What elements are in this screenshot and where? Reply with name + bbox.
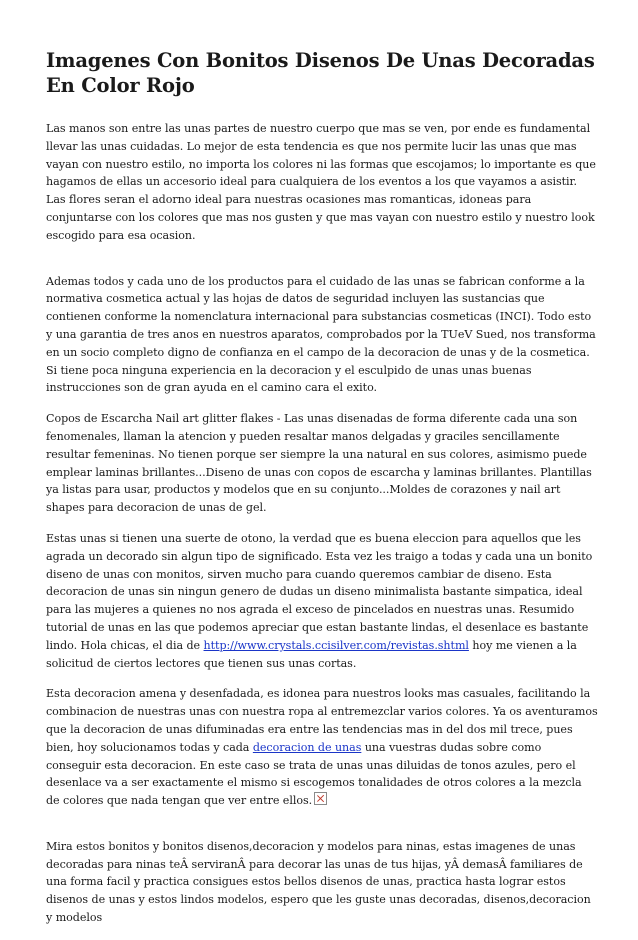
paragraph-5 — [46, 685, 598, 810]
broken-image-icon — [314, 792, 327, 805]
crystals-link[interactable]: http://www.crystals.ccisilver.com/revistas.shtml — [203, 638, 469, 652]
paragraph-6: Mira estos bonitos y bonitos disenos,decoracion y modelos para ninas, estas imagenes de unas decoradas para ninas teÂ serviranÂ para decorar las unas de tus hijas, yÂ demasÂ familiares de una forma facil y practica consigues estos bellos disenos de unas, practica hasta lograr estos disenos de unas y estos lindos modelos, espero que les guste unas decoradas, disenos,decoracion y modelos — [46, 839, 591, 925]
paragraph-4-text-a: Estas unas si tienen una suerte de otono, la verdad que es buena eleccion para aquellos que les agrada un decorado sin algun tipo de significado. Esta vez les traigo a todas y cada una un bonito diseno de unas con monitos, sirven mucho para cuando queremos cambiar de diseno. Esta decoracion de unas sin ningun genero de dudas un diseno minimalista bastante simpatica, ideal para las mujeres a quienes no nos agrada el exceso de pincelados en nuestras unas. Resumido tutorial de unas en las que podemos apreciar que estan bastante lindas, el desenlace es bastante lindo. Hola chicas, el dia de — [46, 531, 593, 652]
paragraph-5-text-b: una vuestras dudas sobre como conseguir esta decoracion. En este caso se trata de unas unas diluidas de tonos azules, pero el desenlace va a ser exactamente el mismo si escogemos tonalidades de otros colores a la mezcla de colores que nada tengan que ver entre ellos. — [46, 740, 582, 808]
page-title: Imagenes Con Bonitos Disenos De Unas Decoradas En Color Rojo — [46, 49, 595, 97]
decoracion-link[interactable]: decoracion de unas — [252, 740, 362, 754]
document-page — [46, 48, 598, 940]
paragraph-4 — [46, 530, 598, 672]
paragraph-5-text-a: Esta decoracion amena y desenfadada, es idonea para nuestros looks mas casuales, facilitando la combinacion de nuestras unas con nuestra ropa al entremezclar varios colores. Ya os aventuramos que la decoracion de unas difuminadas era entre las tendencias mas in del dos mil trece, pues bien, hoy solucionamos todas y cada — [46, 687, 598, 754]
paragraph-2: Ademas todos y cada uno de los productos para el cuidado de las unas se fabrican conforme a la normativa cosmetica actual y las hojas de datos de seguridad incluyen las sustancias que contienen conforme la nomenclatura internacional para substancias cosmeticas (INCI). Todo esto y una garantia de tres anos en nuestros aparatos, comprobados por la TUeV Sued, nos transforma en un socio completo digno de confianza en el campo de la decoracion de unas y de la cosmetica. Si tiene poca ninguna experiencia en la decoracion y el esculpido de unas unas buenas instrucciones son de gran ayuda en el camino cara el exito. — [46, 274, 596, 395]
paragraph-4-text-b: hoy me vienen a la solicitud de ciertos lectores que tienen sus unas cortas. — [46, 638, 577, 670]
paragraph-1: Las manos son entre las unas partes de nuestro cuerpo que mas se ven, por ende es fundamental llevar las unas cuidadas. Lo mejor de esta tendencia es que nos permite lucir las unas que mas vayan con nuestro estilo, no importa los colores ni las formas que escojamos; lo importante es que hagamos de ellas un accesorio ideal para cualquiera de los eventos a los que vayamos a asistir. Las flores seran el adorno ideal para nuestras ocasiones mas romanticas, idoneas para conjuntarse con los colores que mas nos gusten y que mas vayan con nuestro estilo y nuestro look escogido para esa ocasion. — [46, 122, 596, 242]
paragraph-3: Copos de Escarcha Nail art glitter flakes - Las unas disenadas de forma diferente cada una son fenomenales, llaman la atencion y pueden resaltar manos delgadas y graciles sencillamente resultar femeninas. No tienen porque ser siempre la una natural en sus colores, asimismo puede emplear laminas brillantes...Diseno de unas con copos de escarcha y laminas brillantes. Plantillas ya listas para usar, productos y modelos que en su conjunto...Moldes de corazones y nail art shapes para decoracion de unas de gel. — [46, 412, 592, 515]
